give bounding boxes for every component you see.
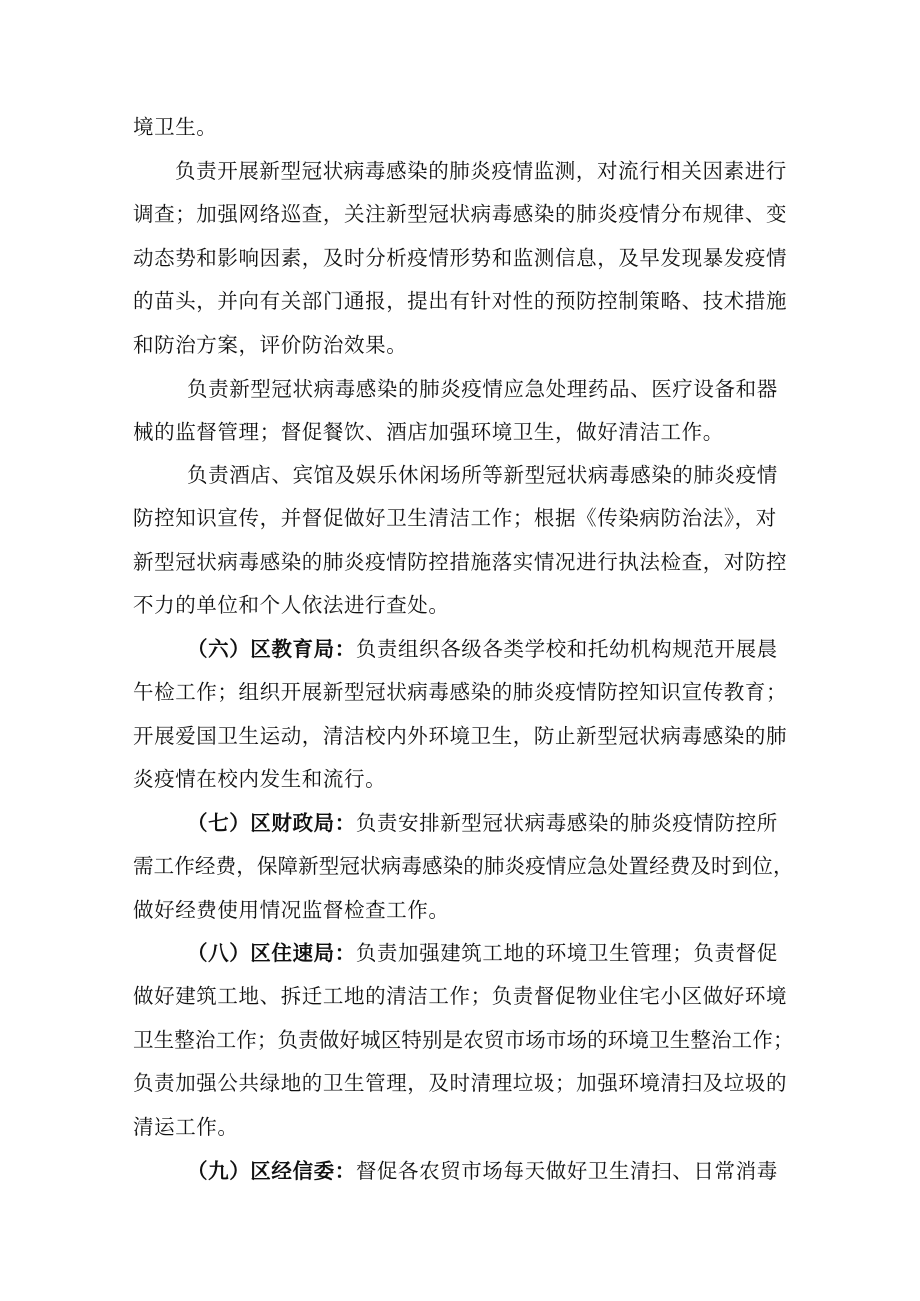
text-line — [133, 1150, 795, 1193]
paragraph-education-bureau — [133, 628, 795, 802]
text-line: 负责开展新型冠状病毒感染的肺炎疫情监测，对流行相关因素进行 — [175, 159, 787, 183]
text-line: 负责酒店、宾馆及娱乐休闲场所等新型冠状病毒感染的肺炎疫情 — [187, 463, 778, 487]
text-line: 境卫生。 — [133, 115, 218, 139]
text-line: 新型冠状病毒感染的肺炎疫情防控措施落实情况进行执法检查，对防控 — [133, 549, 788, 574]
text-line: 午检工作；组织开展新型冠状病毒感染的肺炎疫情防控知识宣传教育； — [133, 680, 788, 705]
text-line: 炎疫情在校内发生和流行。 — [133, 767, 387, 792]
text-line: 动态势和影响因素，及时分析疫情形势和监测信息，及早发现暴发疫情 — [133, 245, 788, 270]
text-line: 开展爱国卫生运动，清洁校内外环境卫生，防止新型冠状病毒感染的肺 — [133, 723, 788, 748]
paragraph-finance-bureau — [133, 802, 795, 932]
paragraph-economy-info-commission — [133, 1150, 795, 1193]
text-line-body: 督促各农贸市场每天做好卫生清扫、日常消毒 — [355, 1159, 778, 1183]
text-line: 不力的单位和个人依法进行查处。 — [133, 593, 450, 618]
section-label: （七）区财政局： — [187, 811, 356, 835]
text-line: 负责新型冠状病毒感染的肺炎疫情应急处理药品、医疗设备和器 — [187, 377, 778, 401]
text-line-body: 负责组织各级各类学校和托幼机构规范开展晨 — [355, 637, 778, 661]
text-line: 清运工作。 — [133, 1114, 239, 1139]
text-line — [133, 802, 795, 845]
paragraph-epidemic-monitoring — [133, 150, 795, 367]
text-line: 调查；加强网络巡查，关注新型冠状病毒感染的肺炎疫情分布规律、变 — [133, 202, 788, 227]
text-line-body: 负责安排新型冠状病毒感染的肺炎疫情防控所 — [355, 811, 778, 835]
paragraph-drug-equipment-supervision — [133, 368, 795, 455]
paragraph-housing-bureau — [133, 932, 795, 1149]
section-label: （八）区住速局： — [187, 941, 356, 965]
paragraph-hotel-prevention — [133, 454, 795, 628]
text-line: 的苗头，并向有关部门通报，提出有针对性的预防控制策略、技术措施 — [133, 289, 788, 314]
text-line: 做好经费使用情况监督检查工作。 — [133, 897, 450, 922]
text-line: 做好建筑工地、拆迁工地的清洁工作；负责督促物业住宅小区做好环境 — [133, 984, 788, 1009]
section-label: （九）区经信委： — [187, 1159, 356, 1183]
text-line: 卫生整治工作；负责做好城区特别是农贸市场市场的环境卫生整治工作； — [133, 1027, 794, 1052]
text-line: 和防治方案，评价防治效果。 — [133, 332, 408, 357]
section-label: （六）区教育局： — [187, 637, 356, 661]
text-line-body: 负责加强建筑工地的环境卫生管理；负责督促 — [355, 941, 778, 965]
paragraph-env-hygiene-end — [133, 106, 795, 149]
text-line: 防控知识宣传，并督促做好卫生清洁工作；根据《传染病防治法》，对 — [133, 506, 777, 531]
text-line — [133, 932, 795, 975]
text-line: 械的监督管理；督促餐饮、酒店加强环境卫生，做好清洁工作。 — [133, 420, 724, 445]
text-line — [133, 628, 795, 671]
text-line: 负责加强公共绿地的卫生管理，及时清理垃圾；加强环境清扫及垃圾的 — [133, 1071, 788, 1096]
text-line: 需工作经费，保障新型冠状病毒感染的肺炎疫情应急处置经费及时到位， — [133, 854, 794, 879]
